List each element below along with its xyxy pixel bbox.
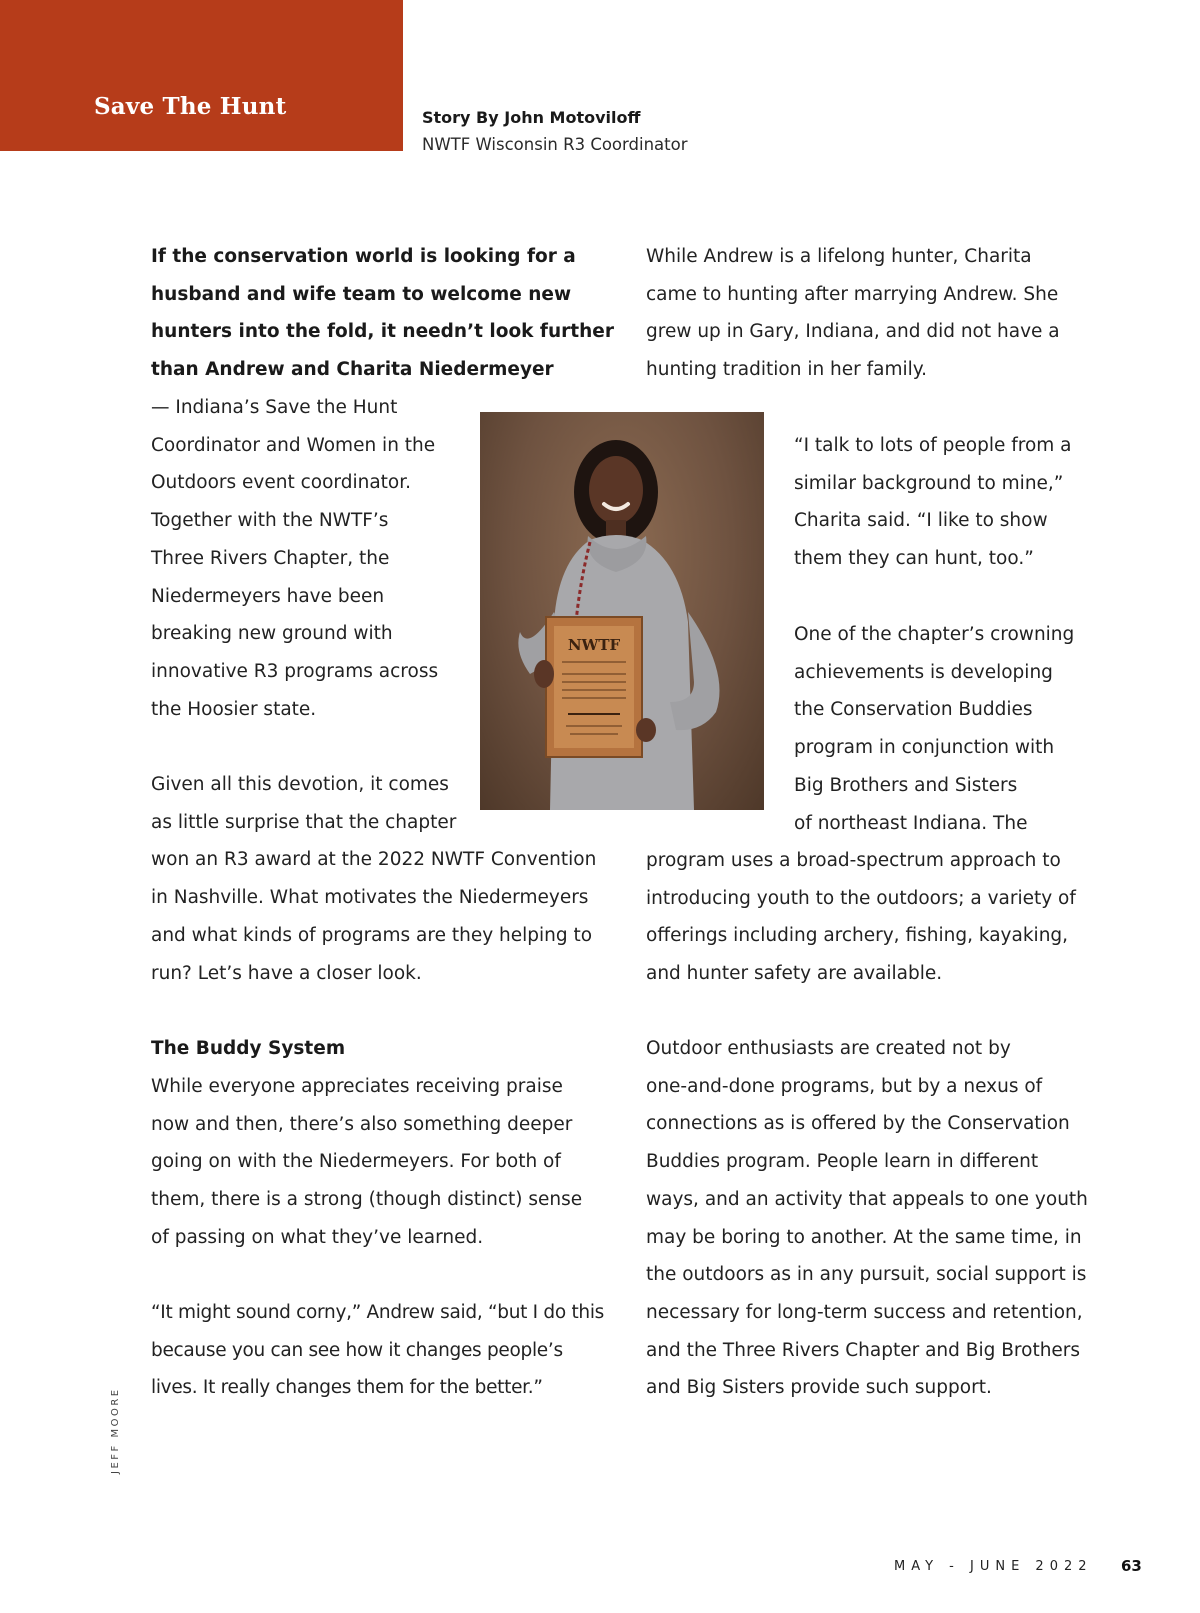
text-line: now and then, there’s also something deeper xyxy=(151,1113,573,1135)
text-line: hunting tradition in her family. xyxy=(646,359,927,381)
crowning-paragraph xyxy=(794,616,1074,842)
text-line: of northeast Indiana. The xyxy=(794,812,1028,834)
text-line: because you can see how it changes people’s xyxy=(151,1339,563,1361)
page-number: 63 xyxy=(1121,1557,1142,1575)
text-line: them, there is a strong (though distinct) sense xyxy=(151,1189,583,1211)
section-banner xyxy=(0,0,403,151)
text-line: achievements is developing xyxy=(794,661,1053,683)
text-line: introducing youth to the outdoors; a variety of xyxy=(646,887,1076,909)
text-line: may be boring to another. At the same time, in xyxy=(646,1226,1082,1248)
byline xyxy=(422,104,688,158)
photo-credit: JEFF MOORE xyxy=(110,1387,121,1474)
text-line: similar background to mine,” xyxy=(794,472,1064,494)
text-line: connections as is offered by the Conservation xyxy=(646,1113,1070,1135)
text-line: ways, and an activity that appeals to one youth xyxy=(646,1188,1088,1210)
buddy-paragraph xyxy=(151,1068,582,1257)
enthusiasts-paragraph xyxy=(646,1030,1088,1407)
text-line: — Indiana’s Save the Hunt xyxy=(151,397,398,418)
text-line: Together with the NWTF’s xyxy=(151,510,389,532)
section-subhead: The Buddy System xyxy=(151,1038,346,1059)
portrait-illustration xyxy=(480,412,764,810)
lead-paragraph xyxy=(151,238,614,389)
text-line: grew up in Gary, Indiana, and did not have a xyxy=(646,321,1060,343)
text-line: breaking new ground with xyxy=(151,623,393,645)
text-line: While Andrew is a lifelong hunter, Charita xyxy=(646,246,1032,267)
text-line: going on with the Niedermeyers. For both of xyxy=(151,1151,561,1173)
text-line: hunters into the fold, it needn’t look further xyxy=(151,321,614,343)
text-line: them they can hunt, too.” xyxy=(794,548,1034,570)
text-line: Niedermeyers have been xyxy=(151,585,385,607)
section-title: Save The Hunt xyxy=(94,93,287,120)
text-line: and Big Sisters provide such support. xyxy=(646,1377,992,1399)
text-line: Charita said. “I like to show xyxy=(794,510,1048,532)
byline-author: Story By John Motoviloff xyxy=(422,108,641,127)
text-line: program in conjunction with xyxy=(794,737,1055,759)
text-line: While everyone appreciates receiving praise xyxy=(151,1076,563,1097)
text-line: necessary for long-term success and retention, xyxy=(646,1301,1083,1323)
text-line: If the conservation world is looking for a xyxy=(151,246,576,267)
text-line: program uses a broad-spectrum approach to xyxy=(646,850,1061,871)
text-line: one-and-done programs, but by a nexus of xyxy=(646,1075,1043,1097)
issue-date: MAY - JUNE 2022 xyxy=(894,1559,1093,1574)
text-line: and hunter safety are available. xyxy=(646,963,943,985)
text-line: Coordinator and Women in the xyxy=(151,434,436,456)
charita-background-paragraph xyxy=(646,238,1060,389)
text-line: innovative R3 programs across xyxy=(151,660,439,682)
text-line: the Conservation Buddies xyxy=(794,699,1033,721)
text-line: of passing on what they’ve learned. xyxy=(151,1226,484,1248)
text-line: Outdoors event coordinator. xyxy=(151,472,412,494)
text-line: Big Brothers and Sisters xyxy=(794,774,1018,796)
andrew-quote-paragraph xyxy=(151,1294,604,1407)
text-line: and the Three Rivers Chapter and Big Brothers xyxy=(646,1339,1081,1361)
intro-paragraph xyxy=(151,389,438,728)
text-line: run? Let’s have a closer look. xyxy=(151,962,422,984)
portrait-photo xyxy=(480,412,764,810)
text-line: Buddies program. People learn in different xyxy=(646,1151,1039,1173)
text-line: as little surprise that the chapter xyxy=(151,811,457,833)
text-line: won an R3 award at the 2022 NWTF Convention xyxy=(151,849,597,871)
text-line: the Hoosier state. xyxy=(151,698,317,720)
text-line: the outdoors as in any pursuit, social support is xyxy=(646,1264,1087,1286)
text-line: offerings including archery, fishing, kayaking, xyxy=(646,925,1069,947)
text-line: in Nashville. What motivates the Niedermeyers xyxy=(151,887,589,909)
crowning-paragraph-continued xyxy=(646,842,1076,993)
text-line: One of the chapter’s crowning xyxy=(794,624,1075,645)
text-line: Outdoor enthusiasts are created not by xyxy=(646,1038,1011,1059)
text-line: came to hunting after marrying Andrew. She xyxy=(646,283,1059,305)
text-line: Three Rivers Chapter, the xyxy=(151,547,390,569)
text-line: than Andrew and Charita Niedermeyer xyxy=(151,359,554,381)
face-shape xyxy=(589,456,643,524)
text-line: and what kinds of programs are they helping to xyxy=(151,924,593,946)
charita-quote-paragraph xyxy=(794,427,1072,578)
text-line: lives. It really changes them for the better.” xyxy=(151,1377,543,1399)
text-line: “It might sound corny,” Andrew said, “but I do this xyxy=(151,1302,605,1323)
byline-role: NWTF Wisconsin R3 Coordinator xyxy=(422,135,688,154)
text-line: “I talk to lots of people from a xyxy=(794,435,1072,456)
award-plaque xyxy=(546,617,642,757)
text-line: husband and wife team to welcome new xyxy=(151,283,572,305)
text-line: Given all this devotion, it comes xyxy=(151,774,449,795)
plaque-logo: NWTF xyxy=(567,636,621,654)
